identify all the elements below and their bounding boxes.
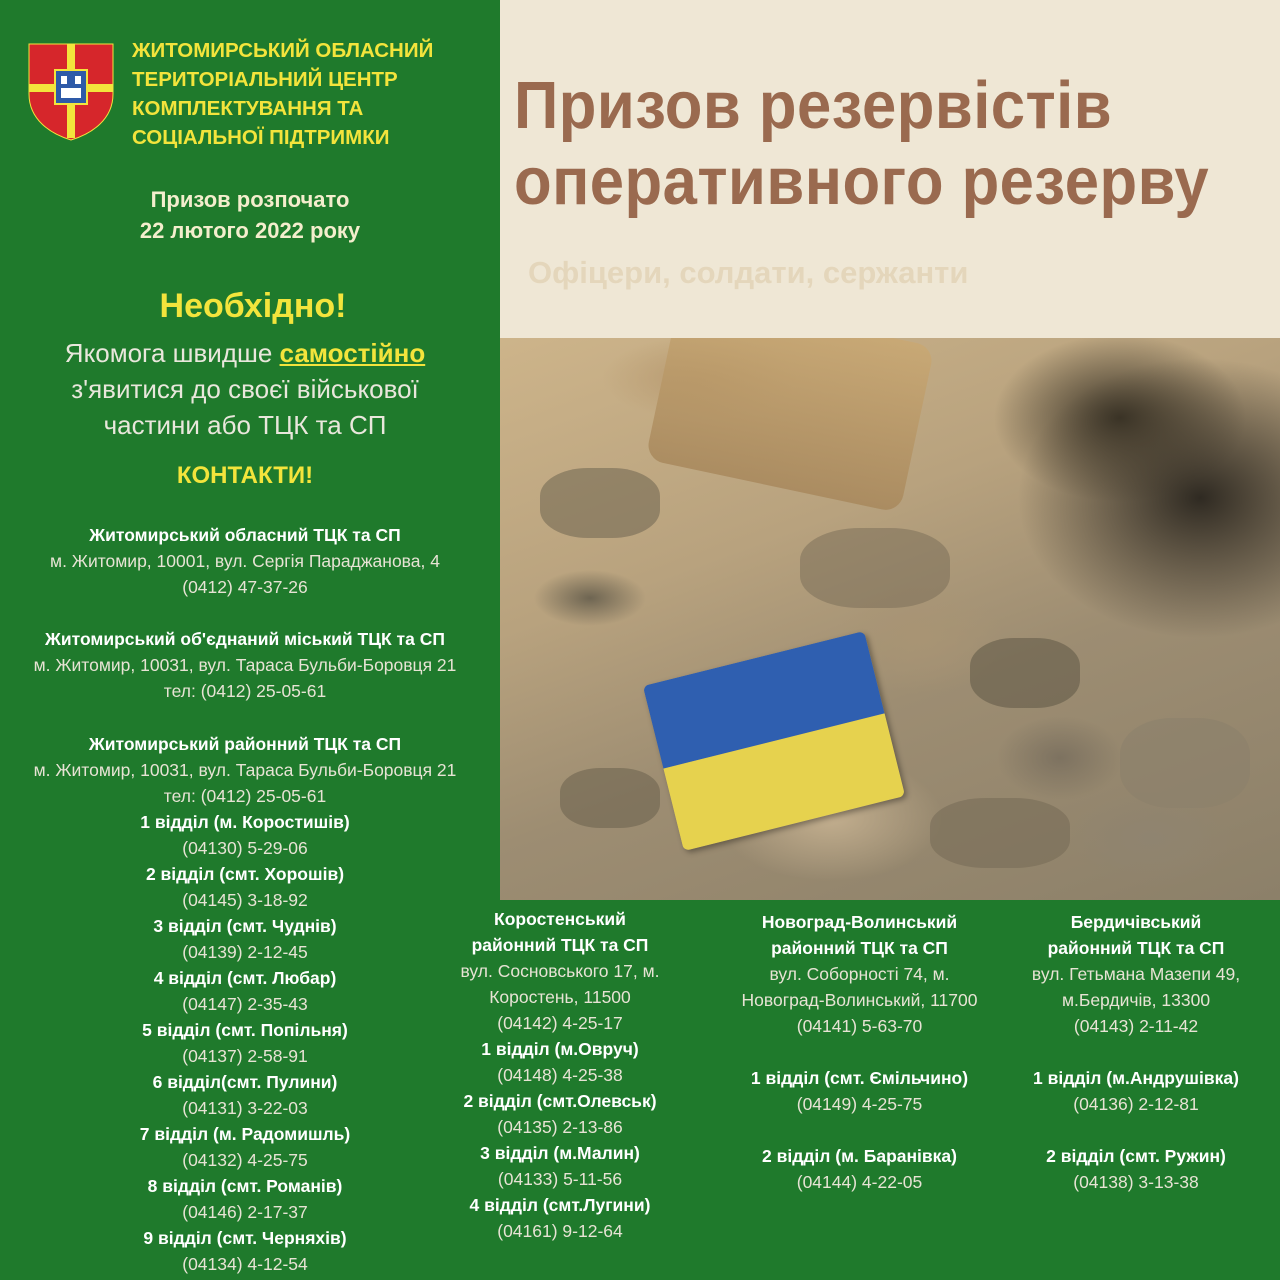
department-phone: (04138) 3-13-38 bbox=[1073, 1172, 1199, 1192]
ukraine-flag-patch bbox=[643, 631, 905, 851]
org-line: ЖИТОМИРСЬКИЙ ОБЛАСНИЙ bbox=[132, 39, 434, 62]
department-phone: (04137) 2-58-91 bbox=[182, 1046, 308, 1066]
notice-heading: Необхідно! bbox=[159, 287, 347, 325]
hero-title-line-2: оперативного резерву bbox=[514, 144, 1210, 219]
department-phone: (04130) 5-29-06 bbox=[182, 838, 308, 858]
uniform-photo bbox=[500, 338, 1280, 900]
contact-phone: (04143) 2-11-42 bbox=[1073, 1016, 1199, 1036]
start-date bbox=[0, 184, 500, 246]
department-phone: (04147) 2-35-43 bbox=[182, 994, 308, 1014]
contact-name: Коростенський bbox=[494, 909, 626, 929]
department-phone: (04139) 2-12-45 bbox=[182, 942, 308, 962]
contact-regional bbox=[0, 522, 490, 600]
department-name: 2 відділ (смт. Ружин) bbox=[1046, 1146, 1226, 1166]
start-date-line: 22 лютого 2022 року bbox=[139, 218, 361, 243]
contact-name: Новоград-Волинський bbox=[761, 912, 958, 932]
contact-phone: (0412) 47-37-26 bbox=[182, 577, 308, 597]
department-name: 1 відділ (смт. Ємільчино) bbox=[750, 1068, 969, 1088]
department-name: 1 відділ (м. Коростишів) bbox=[140, 812, 350, 832]
department-phone: (04161) 9-12-64 bbox=[497, 1221, 623, 1241]
camo-patch bbox=[930, 798, 1070, 868]
department-name: 2 відділ (м. Баранівка) bbox=[761, 1146, 957, 1166]
contact-novohrad bbox=[712, 909, 1007, 1195]
contact-korosten bbox=[430, 906, 690, 1244]
camo-patch bbox=[970, 638, 1080, 708]
contacts-heading: КОНТАКТИ! bbox=[176, 462, 314, 489]
coat-of-arms-icon bbox=[27, 42, 115, 142]
department-phone: (04134) 4-12-54 bbox=[182, 1254, 308, 1274]
hero-subtitle: Офіцери, солдати, сержанти bbox=[528, 255, 969, 290]
contact-phone: (04142) 4-25-17 bbox=[497, 1013, 623, 1033]
department-phone: (04133) 5-11-56 bbox=[497, 1169, 623, 1189]
camo-patch bbox=[540, 468, 660, 538]
contact-address: Новоград-Волинський, 11700 bbox=[741, 990, 978, 1010]
contact-district bbox=[0, 731, 490, 1277]
notice-line: з'явитися до своєї військової bbox=[71, 374, 419, 404]
department-phone: (04144) 4-22-05 bbox=[796, 1172, 923, 1192]
contact-address: вул. Соборності 74, м. bbox=[769, 964, 950, 984]
department-phone: (04131) 3-22-03 bbox=[182, 1098, 308, 1118]
notice-text bbox=[0, 335, 490, 443]
department-name: 3 відділ (смт. Чуднів) bbox=[153, 916, 337, 936]
contact-address: м. Житомир, 10001, вул. Сергія Параджанова, 4 bbox=[50, 551, 440, 571]
department-name: 2 відділ (смт.Олевськ) bbox=[463, 1091, 657, 1111]
notice-emphasis: самостійно bbox=[279, 338, 426, 368]
department-phone: (04145) 3-18-92 bbox=[182, 890, 308, 910]
department-name: 1 відділ (м.Андрушівка) bbox=[1033, 1068, 1239, 1088]
contact-name: районний ТЦК та СП bbox=[471, 935, 649, 955]
camo-patch bbox=[560, 768, 660, 828]
camo-patch bbox=[1120, 718, 1250, 808]
start-date-line: Призов розпочато bbox=[150, 187, 350, 212]
department-name: 5 відділ (смт. Попільня) bbox=[142, 1020, 348, 1040]
department-name: 6 відділ(смт. Пулини) bbox=[152, 1072, 338, 1092]
contact-name: Житомирський районний ТЦК та СП bbox=[88, 734, 402, 754]
notice-text-pre: Якомога швидше bbox=[64, 338, 280, 368]
contact-phone: (04141) 5-63-70 bbox=[796, 1016, 923, 1036]
department-phone: (04146) 2-17-37 bbox=[182, 1202, 308, 1222]
contact-address: Коростень, 11500 bbox=[489, 987, 631, 1007]
department-name: 4 відділ (смт. Любар) bbox=[153, 968, 337, 988]
contact-name: районний ТЦК та СП bbox=[771, 938, 948, 958]
notice-line bbox=[0, 335, 490, 371]
contact-phone: тел: (0412) 25-05-61 bbox=[163, 786, 327, 806]
department-phone: (04148) 4-25-38 bbox=[497, 1065, 623, 1085]
contact-name: Житомирський об'єднаний міський ТЦК та СП bbox=[45, 629, 445, 649]
notice-line: частини або ТЦК та СП bbox=[103, 410, 387, 440]
organization-name bbox=[132, 36, 492, 152]
department-name: 7 відділ (м. Радомишль) bbox=[139, 1124, 351, 1144]
department-name: 4 відділ (смт.Лугини) bbox=[469, 1195, 651, 1215]
contact-address: м. Житомир, 10031, вул. Тараса Бульби-Боровця 21 bbox=[33, 760, 457, 780]
hero-title-line-1: Призов резервістів bbox=[514, 68, 1113, 143]
contact-address: вул. Гетьмана Мазепи 49, bbox=[1031, 964, 1241, 984]
org-line: СОЦІАЛЬНОЇ ПІДТРИМКИ bbox=[132, 126, 390, 149]
department-phone: (04149) 4-25-75 bbox=[796, 1094, 923, 1114]
contact-phone: тел: (0412) 25-05-61 bbox=[163, 681, 327, 701]
org-line: КОМПЛЕКТУВАННЯ ТА bbox=[132, 97, 364, 120]
contact-name: Житомирський обласний ТЦК та СП bbox=[89, 525, 401, 545]
department-phone: (04136) 2-12-81 bbox=[1073, 1094, 1199, 1114]
department-phone: (04135) 2-13-86 bbox=[497, 1117, 623, 1137]
camo-patch bbox=[800, 528, 950, 608]
department-phone: (04132) 4-25-75 bbox=[182, 1150, 308, 1170]
contact-name: Бердичівський bbox=[1070, 912, 1202, 932]
contact-name: районний ТЦК та СП bbox=[1047, 938, 1225, 958]
contact-address: м.Бердичів, 13300 bbox=[1061, 990, 1211, 1010]
contact-address: м. Житомир, 10031, вул. Тараса Бульби-Боровця 21 bbox=[33, 655, 457, 675]
photo-strap bbox=[645, 338, 935, 513]
contact-address: вул. Сосновського 17, м. bbox=[460, 961, 660, 981]
contact-city bbox=[0, 626, 490, 704]
department-name: 8 відділ (смт. Романів) bbox=[147, 1176, 343, 1196]
department-name: 1 відділ (м.Овруч) bbox=[481, 1039, 639, 1059]
department-name: 9 відділ (смт. Черняхів) bbox=[143, 1228, 347, 1248]
contact-berdychiv bbox=[1010, 909, 1262, 1195]
hero-title bbox=[514, 68, 1213, 220]
org-line: ТЕРИТОРІАЛЬНИЙ ЦЕНТР bbox=[132, 68, 398, 91]
hero-panel bbox=[500, 0, 1280, 338]
department-name: 2 відділ (смт. Хорошів) bbox=[145, 864, 345, 884]
department-name: 3 відділ (м.Малин) bbox=[480, 1143, 640, 1163]
